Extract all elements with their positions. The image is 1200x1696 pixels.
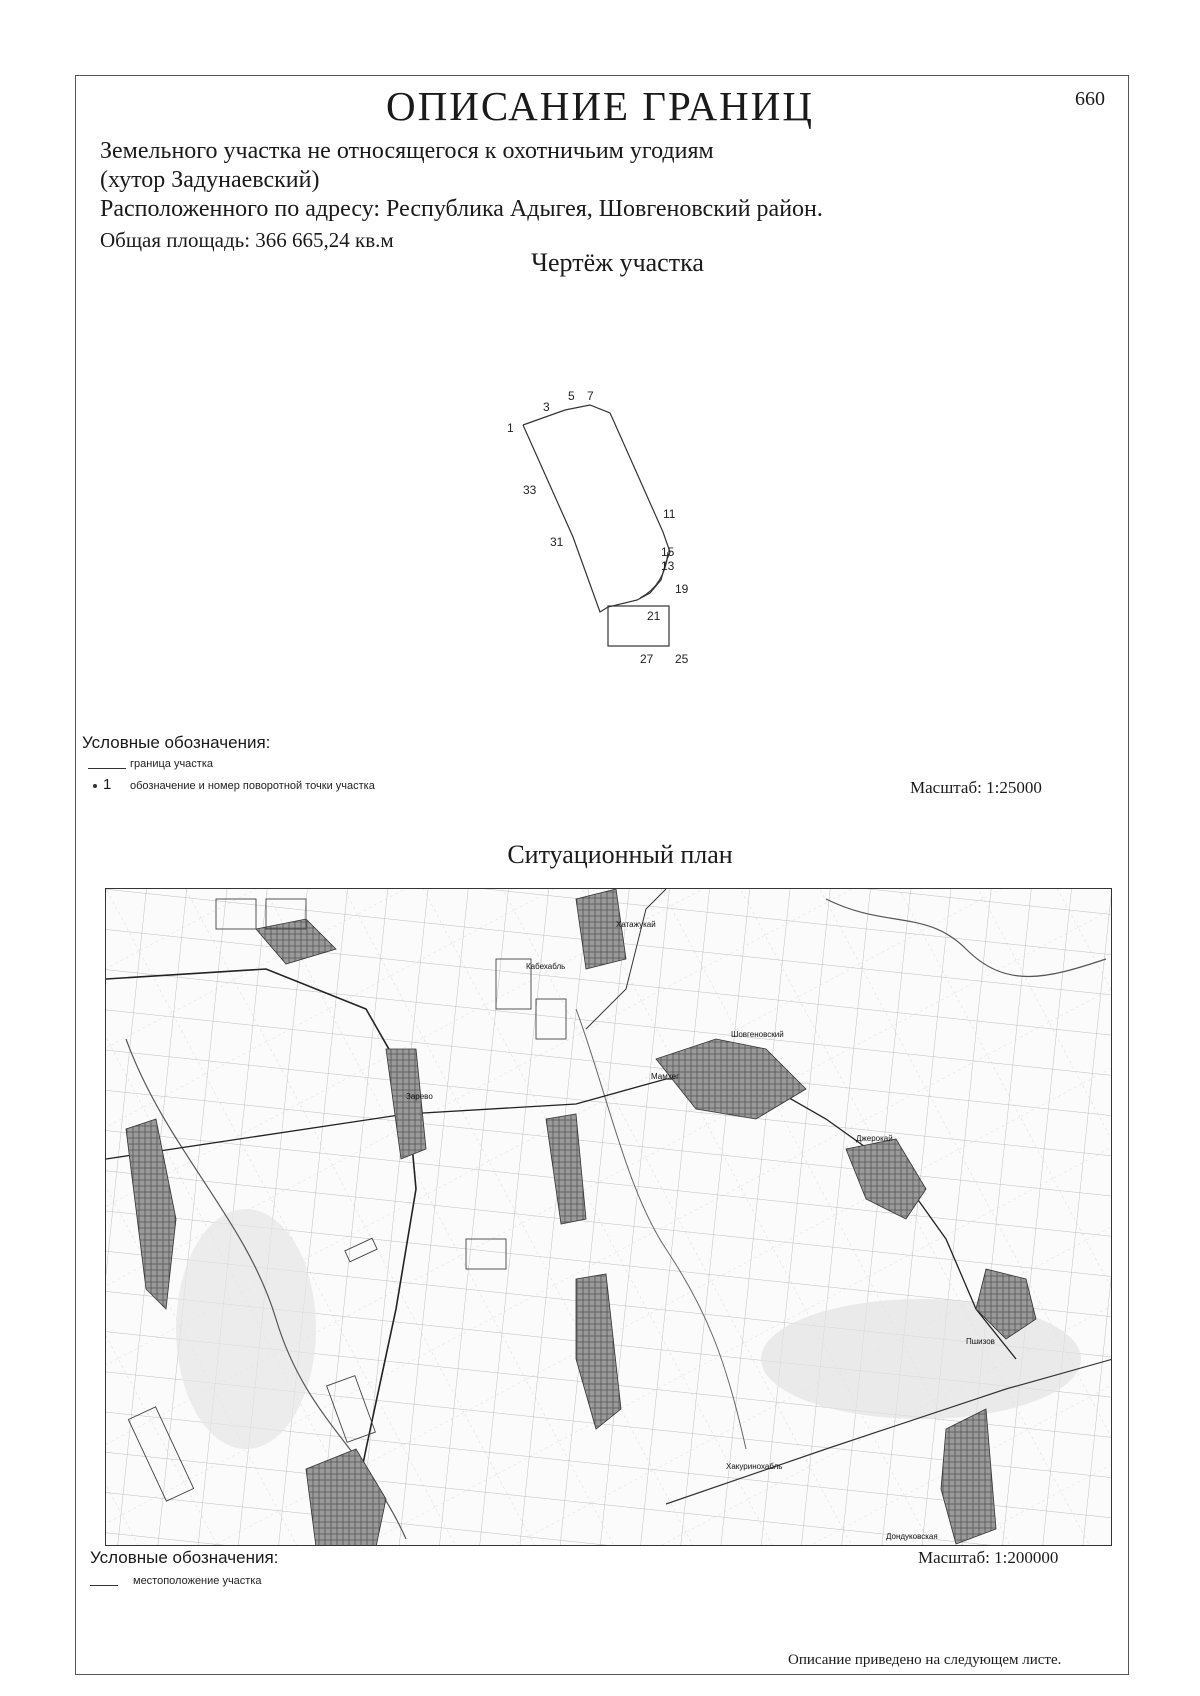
situation-legend-item: местоположение участка xyxy=(133,1575,262,1587)
point-label: 19 xyxy=(675,582,689,596)
situation-legend-title: Условные обозначения: xyxy=(90,1548,279,1567)
map-label: Кабехабль xyxy=(526,962,566,971)
map-label: Мамхег xyxy=(651,1072,679,1081)
footer-note: Описание приведено на следующем листе. xyxy=(788,1652,1062,1668)
point-label: 13 xyxy=(661,559,675,573)
legend-item-point: обозначение и номер поворотной точки участка xyxy=(130,780,375,792)
point-label: 25 xyxy=(675,652,689,666)
point-label: 11 xyxy=(663,507,676,521)
legend-point-number: 1 xyxy=(103,776,112,793)
point-label: 15 xyxy=(661,545,675,559)
map-label: Хакуринохабль xyxy=(726,1462,783,1471)
point-label: 7 xyxy=(587,389,594,403)
parcel-boundary xyxy=(523,405,670,612)
point-label: 33 xyxy=(523,483,537,497)
drawing-scale: Масштаб: 1:25000 xyxy=(910,778,1042,797)
description-line-3: Расположенного по адресу: Республика Адыгея, Шовгеновский район. xyxy=(100,196,823,222)
legend-line-symbol xyxy=(88,768,126,769)
drawing-title: Чертёж участка xyxy=(531,248,704,277)
description-line-2: (хутор Задунаевский) xyxy=(100,167,320,193)
situation-legend-line-symbol xyxy=(90,1585,118,1586)
point-label: 31 xyxy=(550,535,564,549)
description-line-4: Общая площадь: 366 665,24 кв.м xyxy=(100,228,394,252)
legend-item-boundary: граница участка xyxy=(130,758,213,770)
map-label: Заревo xyxy=(406,1092,433,1101)
situation-plan-title: Ситуационный план xyxy=(507,840,733,869)
point-label: 27 xyxy=(640,652,654,666)
situation-map-drawing xyxy=(106,889,1112,1546)
map-label: Пшизов xyxy=(966,1337,995,1346)
point-label: 5 xyxy=(568,389,575,403)
map-label: Шовгеновский xyxy=(731,1030,784,1039)
legend-point-dot xyxy=(93,784,97,788)
point-label: 3 xyxy=(543,400,550,414)
map-label: Джерокай xyxy=(856,1134,893,1143)
situation-map xyxy=(105,888,1112,1546)
situation-scale: Масштаб: 1:200000 xyxy=(918,1548,1059,1567)
parcel-drawing xyxy=(0,0,1200,700)
point-label: 21 xyxy=(647,609,661,623)
map-label: Хатажукай xyxy=(616,920,656,929)
page-number: 660 xyxy=(1075,88,1105,110)
point-label: 1 xyxy=(507,421,514,435)
map-label: Дондуковская xyxy=(886,1532,938,1541)
legend-title: Условные обозначения: xyxy=(82,733,271,752)
description-line-1: Земельного участка не относящегося к охотничьим угодиям xyxy=(100,138,714,164)
page-title: ОПИСАНИЕ ГРАНИЦ xyxy=(386,83,814,129)
